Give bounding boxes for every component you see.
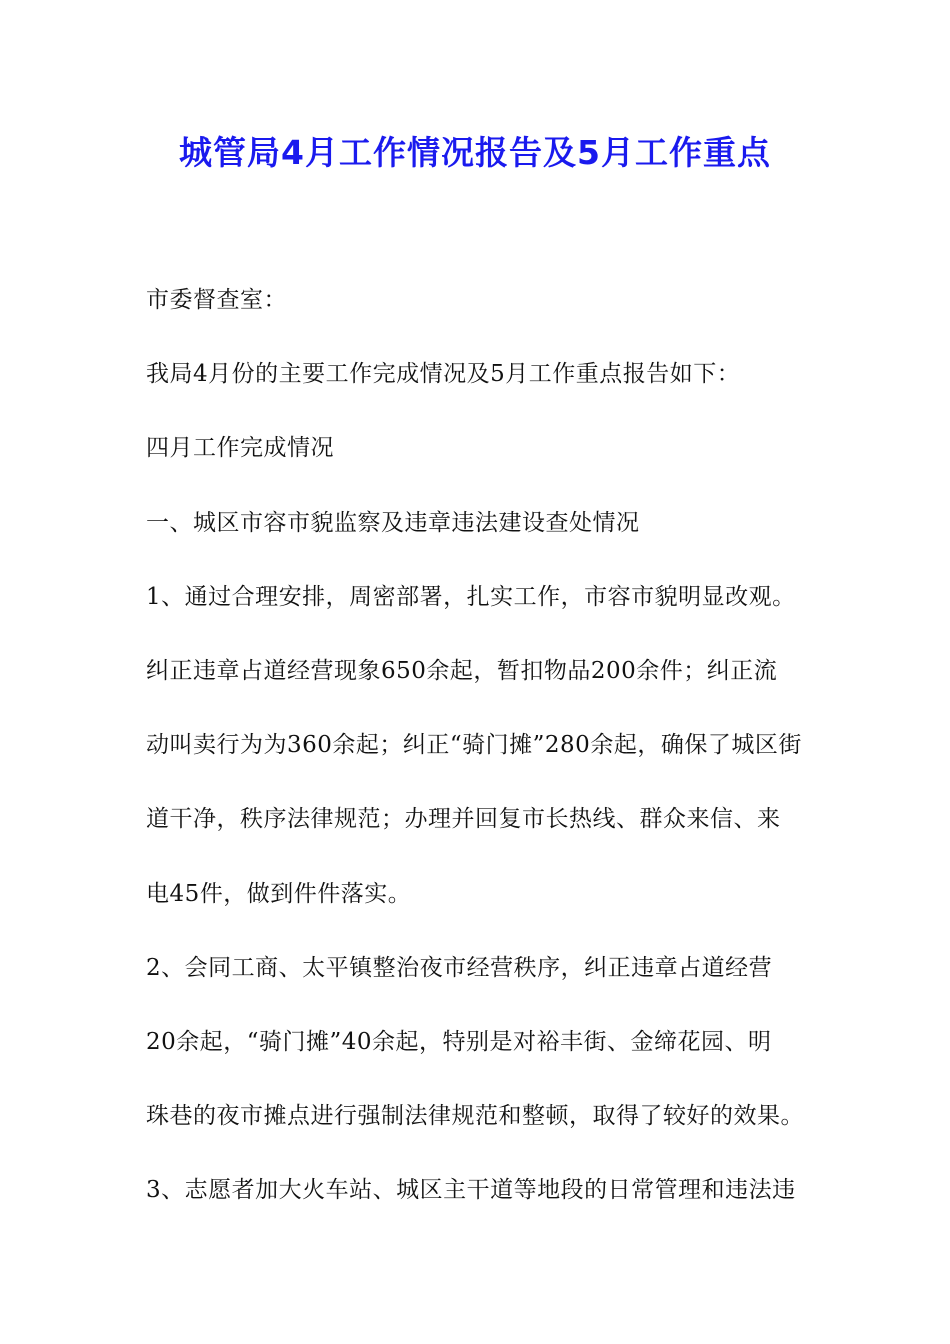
paragraph-line: 电45件，做到件件落实。 — [146, 880, 412, 907]
paragraph-line: 纠正违章占道经营现象650余起，暂扣物品200余件；纠正流 — [146, 657, 778, 684]
salutation-line: 市委督查室： — [146, 287, 287, 313]
document-body — [146, 263, 806, 1227]
subsection-heading: 一、城区市容市貌监察及违章违法建设查处情况 — [146, 509, 640, 536]
paragraph-line: 20余起，“骑门摊”40余起，特别是对裕丰街、金缔花园、明 — [146, 1028, 772, 1055]
paragraph-line: 珠巷的夜市摊点进行强制法律规范和整顿，取得了较好的效果。 — [146, 1103, 804, 1130]
section-heading: 四月工作完成情况 — [146, 435, 334, 462]
intro-line: 我局4月份的主要工作完成情况及5月工作重点报告如下： — [146, 361, 741, 388]
paragraph-line: 3、志愿者加大火车站、城区主干道等地段的日常管理和违法违 — [146, 1177, 796, 1204]
paragraph-line: 1、通过合理安排，周密部署，扎实工作，市容市貌明显改观。 — [146, 583, 796, 610]
paragraph-line: 道干净，秩序法律规范；办理并回复市长热线、群众来信、来 — [146, 806, 781, 833]
document-title: 城管局4月工作情况报告及5月工作重点 — [179, 133, 771, 172]
paragraph-line: 2、会同工商、太平镇整治夜市经营秩序，纠正违章占道经营 — [146, 954, 773, 981]
paragraph-line: 动叫卖行为为360余起；纠正“骑门摊”280余起，确保了城区街 — [146, 732, 802, 759]
